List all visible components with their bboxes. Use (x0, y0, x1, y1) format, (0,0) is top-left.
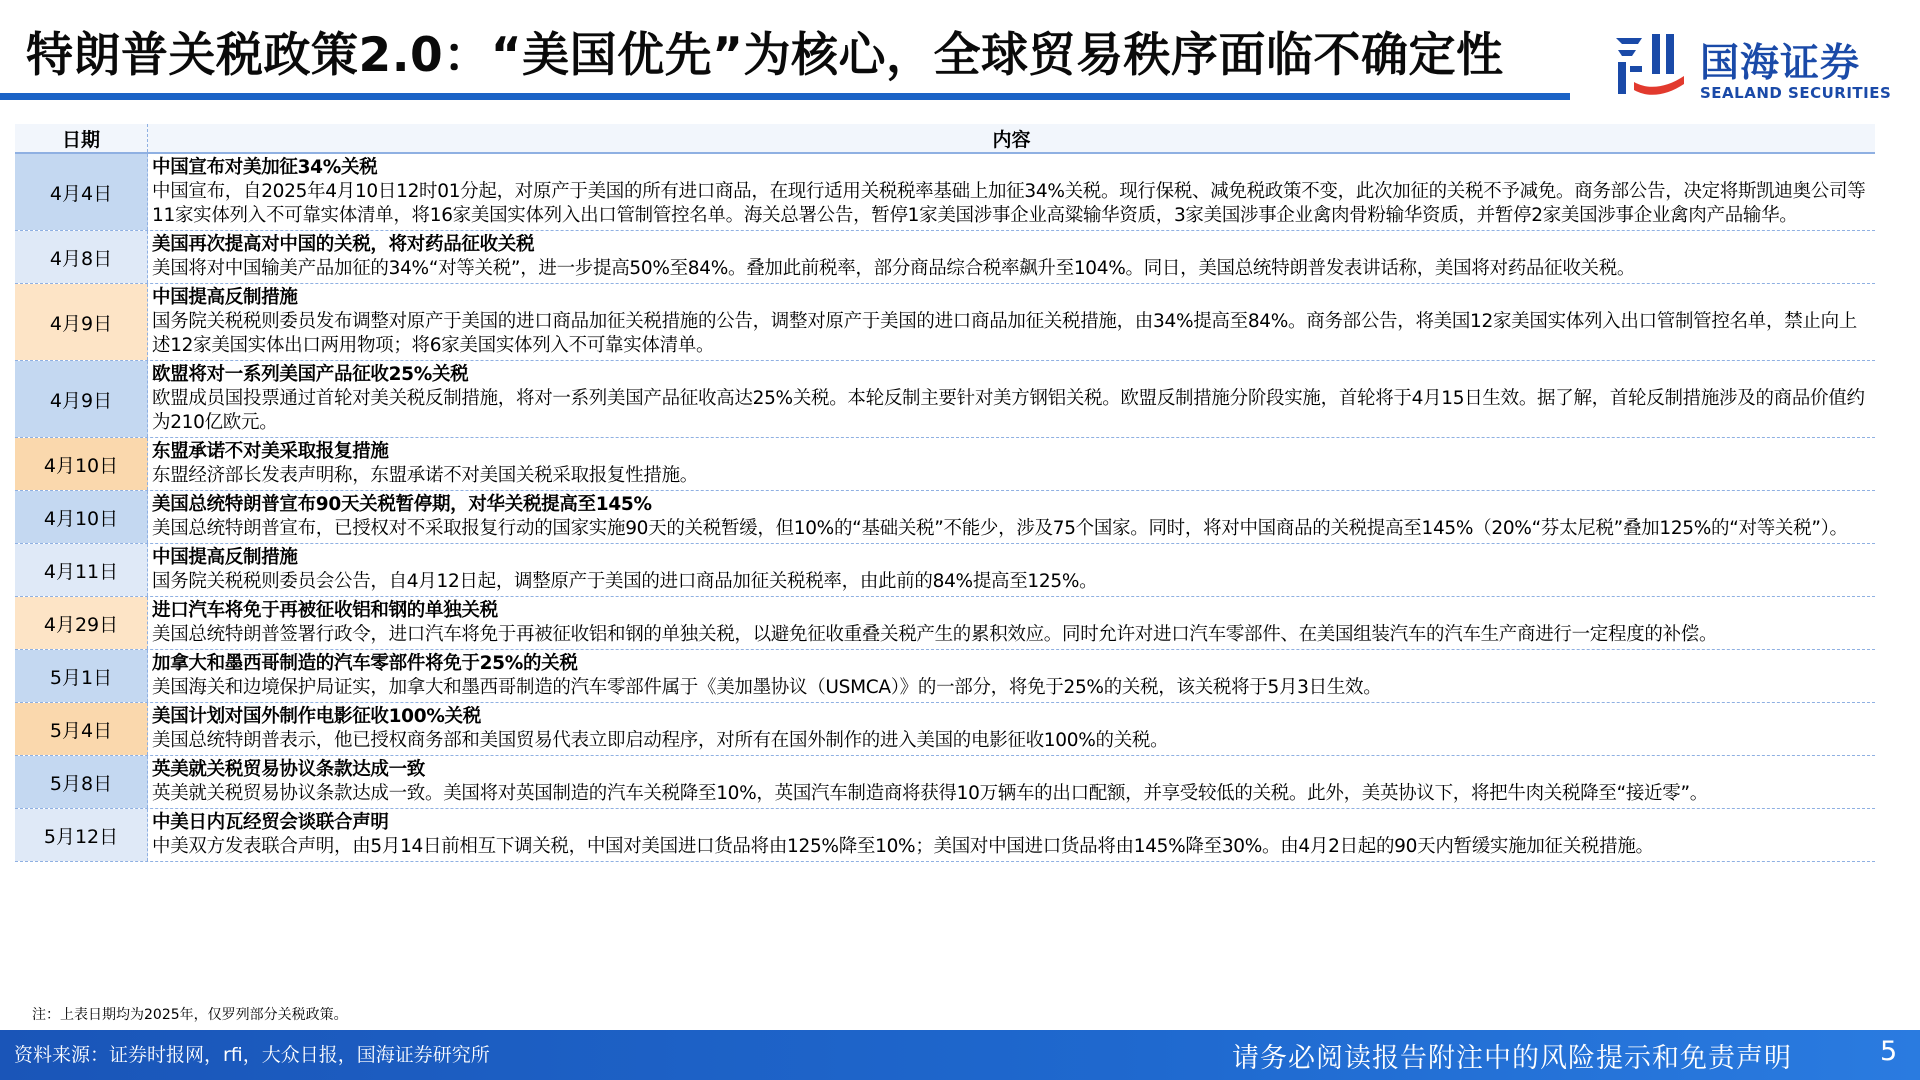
row-date: 5月1日 (15, 650, 148, 702)
row-date: 4月11日 (15, 544, 148, 596)
row-description: 中国宣布，自2025年4月10日12时01分起，对原产于美国的所有进口商品，在现行适用关税税率基础上加征34%关税。现行保税、减免税政策不变，此次加征的关税不予减免。商务部公告，决定将斯凯迪奥公司等11家实体列入不可靠实体清单，将16家美国实体列入出口管制管控名单。海关总署公告，暂停1家美国涉事企业高粱输华资质，3家美国涉事企业禽肉骨粉输华资质，并暂停2家美国涉事企业禽肉产品输华。 (152, 181, 1866, 226)
row-content (148, 491, 1875, 543)
row-description: 东盟经济部长发表声明称，东盟承诺不对美国关税采取报复性措施。 (152, 465, 699, 486)
row-date: 4月29日 (15, 597, 148, 649)
row-description: 美国总统特朗普签署行政令，进口汽车将免于再被征收铝和钢的单独关税，以避免征收重叠关税产生的累积效应。同时允许对进口汽车零部件、在美国组装汽车的汽车生产商进行一定程度的补偿。 (152, 624, 1718, 645)
column-header-date: 日期 (15, 124, 148, 152)
row-description: 国务院关税税则委员会公告，自4月12日起，调整原产于美国的进口商品加征关税税率，由此前的84%提高至125%。 (152, 571, 1098, 592)
table-row (15, 154, 1875, 231)
row-headline: 美国总统特朗普宣布90天关税暂停期，对华关税提高至145% (152, 494, 652, 515)
row-headline: 东盟承诺不对美采取报复措施 (152, 441, 389, 462)
row-content (148, 809, 1875, 861)
page-title: 特朗普关税政策2.0：“美国优先”为核心，全球贸易秩序面临不确定性 (26, 28, 1504, 83)
logo-name-cn: 国海证券 (1700, 41, 1861, 86)
row-description: 美国总统特朗普表示，他已授权商务部和美国贸易代表立即启动程序，对所有在国外制作的进入美国的电影征收100%的关税。 (152, 730, 1169, 751)
row-headline: 欧盟将对一系列美国产品征收25%关税 (152, 364, 469, 385)
company-logo (1612, 30, 1892, 110)
row-content (148, 544, 1875, 596)
row-date: 4月10日 (15, 438, 148, 490)
row-content (148, 438, 1875, 490)
page-number: 5 (1880, 1036, 1898, 1067)
row-headline: 加拿大和墨西哥制造的汽车零部件将免于25%的关税 (152, 653, 578, 674)
footer-bar (0, 1030, 1920, 1080)
row-content (148, 154, 1875, 230)
table-row (15, 703, 1875, 756)
table-row (15, 597, 1875, 650)
source-note: 资料来源：证券时报网，rfi，大众日报，国海证券研究所 (14, 1044, 490, 1066)
table-row (15, 231, 1875, 284)
sealand-logo-icon (1612, 30, 1688, 102)
row-description: 欧盟成员国投票通过首轮对美关税反制措施，将对一系列美国产品征收高达25%关税。本轮反制主要针对美方钢铝关税。欧盟反制措施分阶段实施，首轮将于4月15日生效。据了解，首轮反制措施涉及的商品价值约为210亿欧元。 (152, 388, 1865, 433)
column-header-content: 内容 (148, 124, 1875, 152)
table-row (15, 650, 1875, 703)
row-headline: 中国提高反制措施 (152, 547, 298, 568)
row-date: 5月8日 (15, 756, 148, 808)
row-headline: 美国再次提高对中国的关税，将对药品征收关税 (152, 234, 535, 255)
row-content (148, 597, 1875, 649)
row-date: 5月12日 (15, 809, 148, 861)
row-date: 4月4日 (15, 154, 148, 230)
row-description: 美国总统特朗普宣布，已授权对不采取报复行动的国家实施90天的关税暂缓，但10%的“基础关税”不能少，涉及75个国家。同时，将对中国商品的关税提高至145%（20%“芬太尼税”叠加125%的“对等关税”）。 (152, 518, 1848, 539)
row-date: 4月9日 (15, 361, 148, 437)
row-headline: 中美日内瓦经贸会谈联合声明 (152, 812, 389, 833)
tariff-timeline-table (15, 124, 1875, 862)
row-headline: 中国宣布对美加征34%关税 (152, 157, 378, 178)
row-date: 4月9日 (15, 284, 148, 360)
row-date: 4月8日 (15, 231, 148, 283)
row-description: 美国海关和边境保护局证实，加拿大和墨西哥制造的汽车零部件属于《美加墨协议（USMCA）》的一部分，将免于25%的关税，该关税将于5月3日生效。 (152, 677, 1382, 698)
row-headline: 进口汽车将免于再被征收铝和钢的单独关税 (152, 600, 498, 621)
row-date: 4月10日 (15, 491, 148, 543)
row-description: 美国将对中国输美产品加征的34%“对等关税”，进一步提高50%至84%。叠加此前税率，部分商品综合税率飙升至104%。同日，美国总统特朗普发表讲话称，美国将对药品征收关税。 (152, 258, 1636, 279)
row-description: 国务院关税税则委员发布调整对原产于美国的进口商品加征关税措施的公告，调整对原产于美国的进口商品加征关税措施，由34%提高至84%。商务部公告，将美国12家美国实体列入出口管制管控名单，禁止向上述12家美国实体出口两用物项；将6家美国实体列入不可靠实体清单。 (152, 311, 1857, 356)
row-description: 英美就关税贸易协议条款达成一致。美国将对英国制造的汽车关税降至10%，英国汽车制造商将获得10万辆车的出口配额，并享受较低的关税。此外，美英协议下，将把牛肉关税降至“接近零”。 (152, 783, 1708, 804)
row-description: 中美双方发表联合声明，由5月14日前相互下调关税，中国对美国进口货品将由125%降至10%；美国对中国进口货品将由145%降至30%。由4月2日起的90天内暂缓实施加征关税措施。 (152, 836, 1654, 857)
title-divider (0, 93, 1570, 100)
row-date: 5月4日 (15, 703, 148, 755)
row-content (148, 650, 1875, 702)
row-content (148, 284, 1875, 360)
table-header (15, 124, 1875, 154)
table-row (15, 756, 1875, 809)
row-headline: 英美就关税贸易协议条款达成一致 (152, 759, 426, 780)
row-headline: 美国计划对国外制作电影征收100%关税 (152, 706, 481, 727)
row-content (148, 756, 1875, 808)
row-content (148, 361, 1875, 437)
row-content (148, 231, 1875, 283)
table-row (15, 284, 1875, 361)
table-row (15, 544, 1875, 597)
logo-name-en: SEALAND SECURITIES (1700, 84, 1892, 102)
table-row (15, 491, 1875, 544)
table-row (15, 438, 1875, 491)
row-headline: 中国提高反制措施 (152, 287, 298, 308)
table-footnote: 注：上表日期均为2025年，仅罗列部分关税政策。 (32, 1007, 348, 1023)
row-content (148, 703, 1875, 755)
table-row (15, 809, 1875, 862)
disclaimer-text: 请务必阅读报告附注中的风险提示和免责声明 (1232, 1043, 1792, 1074)
table-row (15, 361, 1875, 438)
